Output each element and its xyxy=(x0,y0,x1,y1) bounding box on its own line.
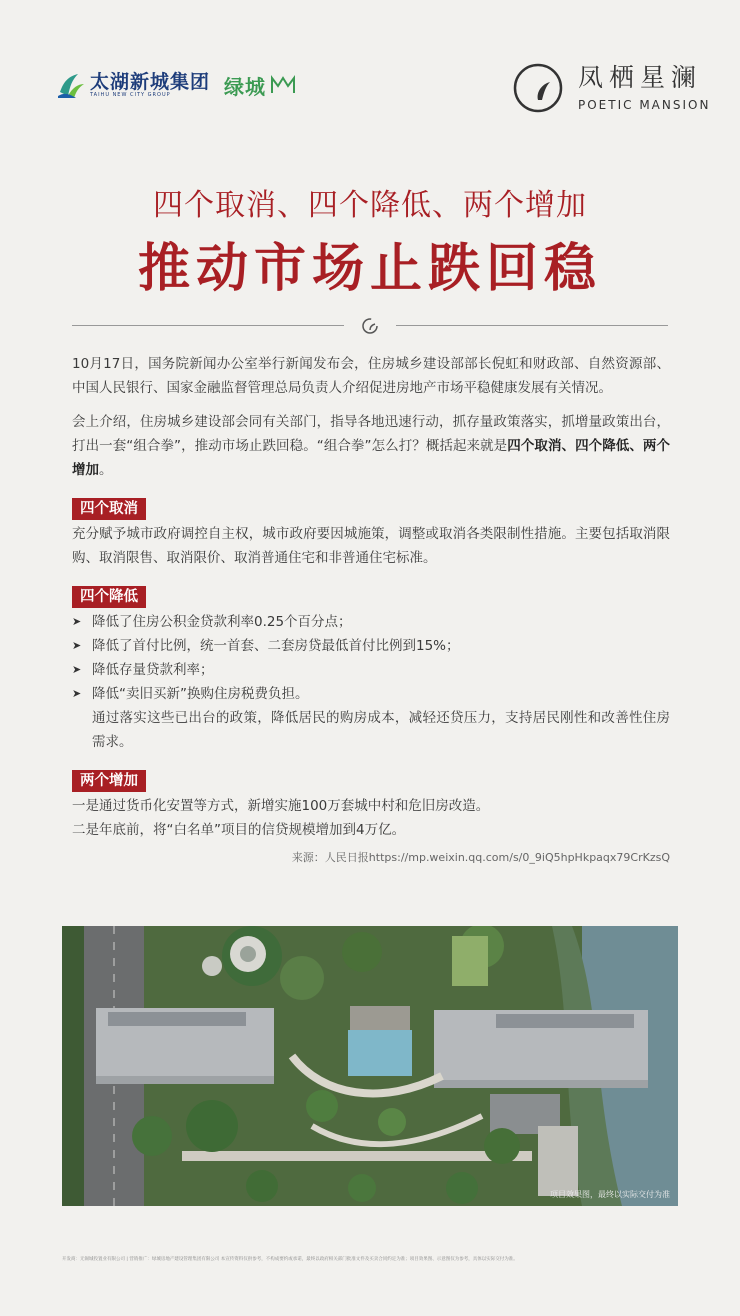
project-name-en: POETIC MANSION xyxy=(578,98,711,112)
cancel-text: 充分赋予城市政府调控自主权，城市政府要因城施策，调整或取消各类限制性措施。主要包括取消限购、取消限售、取消限价、取消普通住宅和非普通住宅标准。 xyxy=(72,526,670,566)
lower-summary: 通过落实这些已出台的政策，降低居民的购房成本，减轻还贷压力，支持居民刚性和改善性住房需求。 xyxy=(92,710,670,750)
project-name-cn: 凤栖星澜 xyxy=(578,63,703,92)
list-item: ➤ 降低了首付比例，统一首套、二套房贷最低首付比例到15%； xyxy=(72,634,670,658)
section-label-cancel: 四个取消 xyxy=(72,498,146,520)
intro-paragraph: 10月17日，国务院新闻办公室举行新闻发布会，住房城乡建设部部长倪虹和财政部、自然资源部、中国人民银行、国家金融监督管理总局负责人介绍促进房地产市场平稳健康发展有关情况。 xyxy=(72,356,670,396)
lvcheng-logo-icon xyxy=(270,75,296,95)
section-label-increase: 两个增加 xyxy=(72,770,146,792)
lower-list xyxy=(72,610,670,754)
list-item: ➤ 降低了住房公积金贷款利率0.25个百分点； xyxy=(72,610,670,634)
arrow-icon: ➤ xyxy=(72,663,82,676)
poetic-mansion-logo-icon xyxy=(512,62,564,114)
header xyxy=(0,0,740,130)
section-label-lower: 四个降低 xyxy=(72,586,146,608)
subtitle: 四个取消、四个降低、两个增加 xyxy=(153,188,587,223)
lvcheng-name: 绿城 xyxy=(224,74,267,99)
summary-highlight: 四个取消、四个降低、两个增加 xyxy=(72,438,671,478)
page-title: 推动市场止跌回稳 xyxy=(137,239,602,299)
taihu-group-en: TAIHU NEW CITY GROUP xyxy=(90,91,171,98)
list-item: 一是通过货币化安置等方式，新增实施100万套城中村和危旧房改造。 xyxy=(72,798,490,814)
footer-legal: 开发商：无锡城投置业有限公司 | 营销推广：绿城房地产建设管理集团有限公司 本宣传资料仅供参考，不构成要约或承诺，最终以政府相关部门批准文件及买卖合同约定为准；项目效果图、示意图仅为参考，具体以实际交付为准。 xyxy=(62,1257,518,1262)
increase-list xyxy=(72,794,670,842)
list-item: ➤ 降低存量贷款利率； xyxy=(72,658,670,682)
arrow-icon: ➤ xyxy=(72,615,82,628)
divider xyxy=(72,316,668,336)
project-logo xyxy=(512,62,710,114)
aerial-site-render xyxy=(62,926,678,1206)
arrow-icon: ➤ xyxy=(72,687,82,700)
arrow-icon: ➤ xyxy=(72,639,82,652)
taihu-group-name: 太湖新城集团 xyxy=(90,70,211,93)
developer-logos xyxy=(56,70,296,100)
swirl-icon xyxy=(360,316,380,336)
list-item: 二是年底前，将“白名单”项目的信贷规模增加到4万亿。 xyxy=(72,822,406,838)
article-body xyxy=(72,352,670,870)
list-item: ➤ 降低“卖旧买新”换购住房税费负担。 xyxy=(72,682,670,706)
summary-paragraph: 会上介绍，住房城乡建设部会同有关部门，指导各地迅速行动，抓存量政策落实，抓增量政策出台，打出一套“组合拳”，推动市场止跌回稳。“组合拳”怎么打？概括起来就是四个取消、四个降低、两个增加。 xyxy=(72,414,671,478)
render-disclaimer: 项目效果图，最终以实际交付为准 xyxy=(550,1190,670,1199)
taihu-logo-icon xyxy=(56,70,86,100)
source-credit: 来源：人民日报https://mp.weixin.qq.com/s/0_9iQ5hpHkpaqx79CrKzsQ xyxy=(291,851,670,864)
